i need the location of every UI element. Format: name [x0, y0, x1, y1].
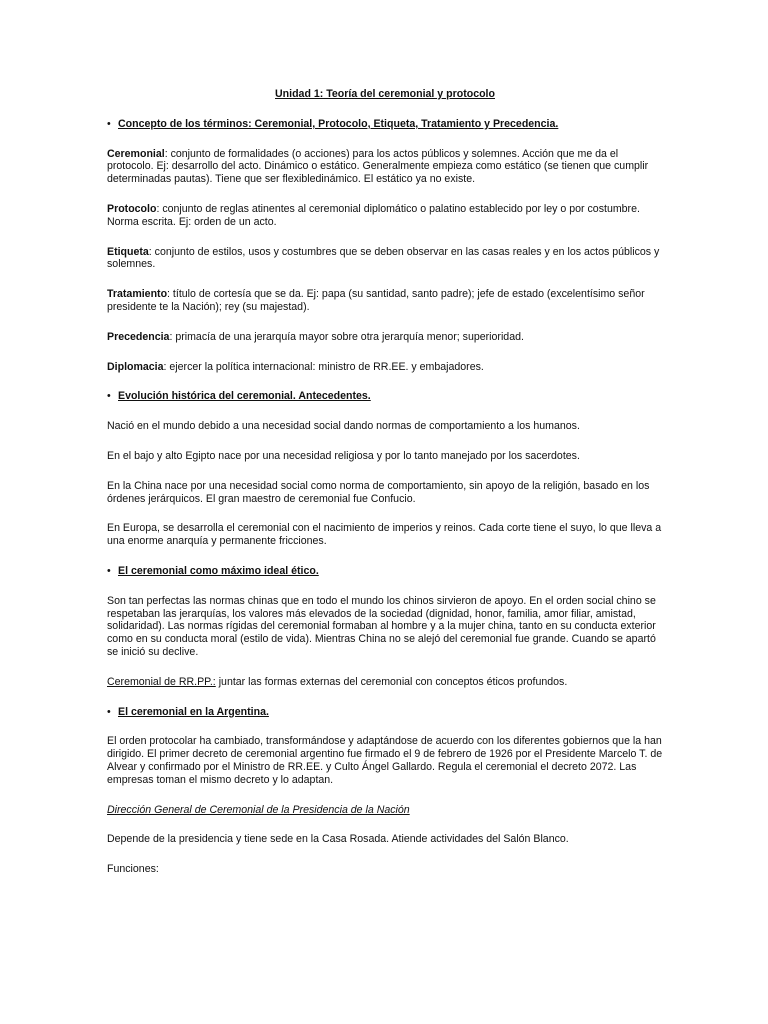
rrpp-paragraph — [107, 676, 663, 689]
definition-precedencia — [107, 331, 663, 344]
section-heading-evolucion — [107, 390, 663, 403]
definition-text: : conjunto de estilos, usos y costumbres que se deben observar en las casas reales y en los actos públicos y solemnes. — [107, 245, 660, 271]
bullet-icon: • — [107, 564, 111, 577]
definition-text: : conjunto de formalidades (o acciones) para los actos públicos y solemnes. Acción que me da el protocolo. Ej: desarrollo del acto. Dinámico o estático. Generalmente empieza como estático (se tienen que cumplir determinadas pautas). Tiene que ser flexibledinámico. El estático ya no existe. — [107, 147, 649, 186]
document-title: Unidad 1: Teoría del ceremonial y protocolo — [275, 88, 495, 100]
document-page — [107, 88, 663, 893]
definition-term: Diplomacia — [107, 360, 164, 373]
definition-term: Tratamiento — [107, 288, 168, 301]
section-heading-text: El ceremonial como máximo ideal ético. — [118, 564, 319, 577]
section-heading-argentina — [107, 706, 663, 719]
definition-protocolo — [107, 203, 663, 229]
subheading-direccion-general: Dirección General de Ceremonial de la Presidencia de la Nación — [107, 803, 410, 816]
definition-term: Protocolo — [107, 202, 157, 215]
definition-diplomacia — [107, 361, 663, 374]
bullet-icon: • — [107, 117, 111, 130]
definition-ceremonial — [107, 148, 663, 186]
section-heading-text: Concepto de los términos: Ceremonial, Protocolo, Etiqueta, Tratamiento y Precedencia. — [118, 117, 559, 130]
section-heading-conceptos — [107, 118, 663, 131]
paragraph: En Europa, se desarrolla el ceremonial con el nacimiento de imperios y reinos. Cada corte tiene el suyo, lo que lleva a una enorme anarquía y permanente fricciones. — [107, 522, 662, 548]
paragraph: En el bajo y alto Egipto nace por una necesidad religiosa y por lo tanto manejado por los sacerdotes. — [107, 449, 580, 462]
section-heading-text: Evolución histórica del ceremonial. Antecedentes. — [118, 390, 371, 403]
definition-text: : ejercer la política internacional: ministro de RR.EE. y embajadores. — [163, 360, 484, 373]
definition-tratamiento — [107, 288, 663, 314]
paragraph: En la China nace por una necesidad social como norma de comportamiento, sin apoyo de la religión, basado en los órdenes jerárquicos. El gran maestro de ceremonial fue Confucio. — [107, 479, 650, 505]
bullet-icon: • — [107, 705, 111, 718]
section-heading-ideal-etico — [107, 565, 663, 578]
definition-text: : primacía de una jerarquía mayor sobre otra jerarquía menor; superioridad. — [169, 330, 524, 343]
bullet-icon: • — [107, 390, 111, 403]
funciones-label: Funciones: — [107, 863, 159, 876]
definition-term: Precedencia — [107, 330, 170, 343]
definition-text: : conjunto de reglas atinentes al ceremonial diplomático o palatino establecido por ley o por costumbre. Norma escrita. Ej: orden de un acto. — [107, 202, 640, 228]
paragraph: Nació en el mundo debido a una necesidad social dando normas de comportamiento a los humanos. — [107, 420, 580, 433]
rrpp-text: juntar las formas externas del ceremonial con conceptos éticos profundos. — [215, 675, 568, 688]
definition-text: : título de cortesía que se da. Ej: papa (su santidad, santo padre); jefe de estado (excelentísimo señor presidente te la Nación); rey (su majestad). — [107, 288, 645, 313]
section-heading-text: El ceremonial en la Argentina. — [118, 705, 269, 718]
definition-etiqueta — [107, 246, 663, 272]
definition-term: Etiqueta — [107, 245, 149, 258]
paragraph: El orden protocolar ha cambiado, transformándose y adaptándose de acuerdo con los diferentes gobiernos que la han dirigido. El primer decreto de ceremonial argentino fue firmado el 9 de febrero de 1926 por el Presidente Marcelo T. de Alvear y confirmado por el Ministro de RR.EE. y Culto Ángel Gallardo. Regula el ceremonial el decreto 2072. Las empresas toman el mismo decreto y lo adaptan. — [107, 735, 663, 786]
definition-term: Ceremonial — [107, 147, 165, 160]
paragraph: Son tan perfectas las normas chinas que en todo el mundo los chinos sirvieron de apoyo. En el orden social chino se respetaban las jerarquías, los valores más elevados de la sociedad (dignidad, honor, familia, amor filiar, amistad, solidaridad). Las normas rígidas del ceremonial formaban al hombre y a la mujer china, tanto en su conducta exterior como en su conducta moral (estilo de vida). Mientras China no se alejó del ceremonial fue grande. Cuando se apartó se inició su declive. — [107, 594, 656, 658]
paragraph: Depende de la presidencia y tiene sede en la Casa Rosada. Atiende actividades del Salón Blanco. — [107, 833, 569, 846]
rrpp-label: Ceremonial de RR.PP.: — [107, 675, 216, 688]
